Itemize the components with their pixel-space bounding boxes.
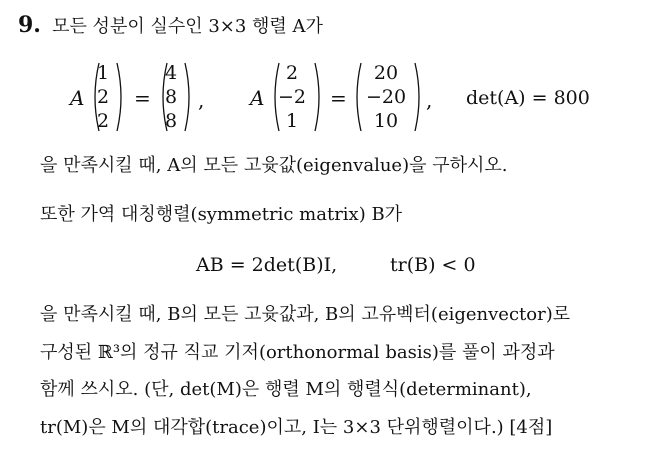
eq1-lhs: A bbox=[70, 86, 85, 110]
problem-number: 9. bbox=[18, 12, 41, 38]
paragraph-line-2: 구성된 ℝ³의 정규 직교 기저(orthonormal basis)를 풀이 과정과 bbox=[40, 342, 555, 363]
right-paren-icon bbox=[314, 62, 324, 132]
vector-entry: 2 bbox=[96, 110, 110, 132]
paragraph-line-3: 함께 쓰시오. (단, det(M)은 행렬 M의 행렬식(determinant), bbox=[40, 379, 532, 400]
line-symmetric-b: 또한 가역 대칭행렬(symmetric matrix) B가 bbox=[40, 204, 403, 225]
vector-entry: 8 bbox=[164, 86, 178, 108]
equals-sign: = bbox=[330, 86, 347, 110]
right-paren-icon bbox=[184, 62, 194, 132]
problem-header bbox=[18, 12, 323, 38]
vector-entry: 4 bbox=[164, 62, 178, 84]
equals-sign: = bbox=[134, 86, 151, 110]
eq2-comma: , bbox=[426, 88, 433, 112]
vector-entry: −20 bbox=[365, 86, 407, 108]
vector-entry: 2 bbox=[285, 62, 299, 84]
eq2-lhs: A bbox=[250, 86, 265, 110]
b-equation-1: AB = 2det(B)I, bbox=[196, 254, 338, 276]
vector-entry: 8 bbox=[164, 110, 178, 132]
right-paren-icon bbox=[116, 62, 126, 132]
line-find-eigenvalues: 을 만족시킬 때, A의 모든 고윳값(eigenvalue)을 구하시오. bbox=[40, 155, 508, 176]
vector-entry: 1 bbox=[285, 110, 299, 132]
eq1-comma: , bbox=[198, 88, 205, 112]
matrix-equation-1 bbox=[70, 62, 220, 132]
vector-entry: 20 bbox=[373, 62, 399, 84]
b-equation-2: tr(B) < 0 bbox=[390, 254, 476, 276]
paragraph-line-4: tr(M)은 M의 대각합(trace)이고, I는 3×3 단위행렬이다.) [4점] bbox=[40, 417, 553, 438]
paragraph-line-1: 을 만족시킬 때, B의 모든 고윳값과, B의 고유벡터(eigenvector)로 bbox=[40, 304, 571, 325]
matrix-equation-2 bbox=[250, 62, 433, 132]
right-paren-icon bbox=[414, 62, 424, 132]
left-paren-icon bbox=[352, 62, 362, 132]
vector-entry: −2 bbox=[277, 86, 306, 108]
problem-intro: 모든 성분이 실수인 3×3 행렬 A가 bbox=[52, 16, 323, 37]
vector-entry: 2 bbox=[96, 86, 110, 108]
det-equation: det(A) = 800 bbox=[466, 87, 590, 109]
vector-entry: 1 bbox=[96, 62, 110, 84]
vector-entry: 10 bbox=[373, 110, 399, 132]
